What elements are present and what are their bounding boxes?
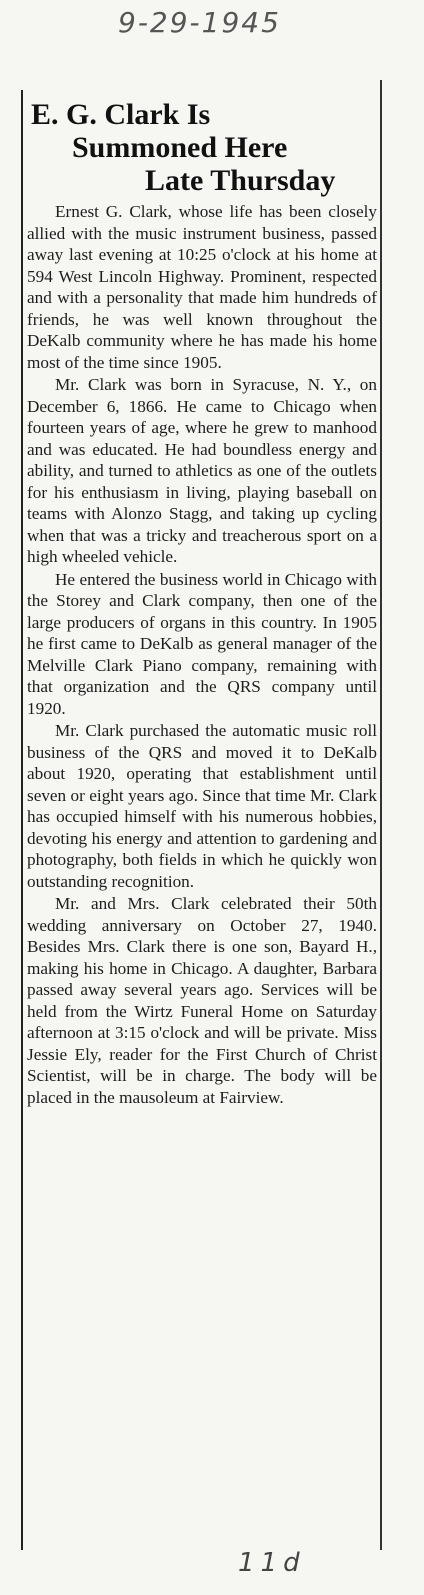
- column-rule-left: [21, 90, 23, 1550]
- handwritten-date: 9-29-1945: [118, 6, 281, 39]
- headline-line-2: Summoned Here: [72, 131, 288, 164]
- newspaper-clipping: [27, 98, 377, 1548]
- article-body: [27, 201, 377, 1108]
- paragraph: Mr. Clark purchased the automatic music roll business of the QRS and moved it to DeKalb about 1920, operating that establishment until seven or eight years ago. Since that time Mr. Clark has occupied himself with his numerous hobbies, devoting his energy and attention to gardening and photography, both fields in which he quickly won outstanding recognition.: [27, 721, 377, 891]
- paragraph: Ernest G. Clark, whose life has been closely allied with the music instrument business, passed away last evening at 10:25 o'clock at his home at 594 West Lincoln Highway. Prominent, respected and with a personality that made him hundreds of friends, he was well known throughout the DeKalb community where he has made his home most of the time since 1905.: [27, 202, 377, 372]
- headline-line-1: E. G. Clark Is: [31, 98, 211, 131]
- column-rule-right: [380, 80, 382, 1550]
- paragraph: Mr. Clark was born in Syracuse, N. Y., on December 6, 1866. He came to Chicago when fourteen years of age, where he grew to manhood and was educated. He had boundless energy and ability, and turned to athletics as one of the outlets for his enthusiasm in living, playing baseball on teams with Alonzo Stagg, and taking up cycling when that was a tricky and treacherous sport on a high wheeled vehicle.: [27, 375, 377, 566]
- headline: [27, 98, 377, 197]
- headline-line-3: Late Thursday: [145, 164, 336, 197]
- handwritten-note: 11d: [238, 1548, 306, 1578]
- paragraph: He entered the business world in Chicago with the Storey and Clark company, then one of the large producers of organs in this country. In 1905 he first came to DeKalb as general manager of the Melville Clark Piano company, remaining with that organization and the QRS company until 1920.: [27, 569, 377, 718]
- paragraph: Mr. and Mrs. Clark celebrated their 50th wedding anniversary on October 27, 1940. Besides Mrs. Clark there is one son, Bayard H., making his home in Chicago. A daughter, Barbara passed away several years ago. Services will be held from the Wirtz Funeral Home on Saturday afternoon at 3:15 o'clock and will be private. Miss Jessie Ely, reader for the First Church of Christ Scientist, will be in charge. The body will be placed in the mausoleum at Fairview.: [27, 894, 377, 1107]
